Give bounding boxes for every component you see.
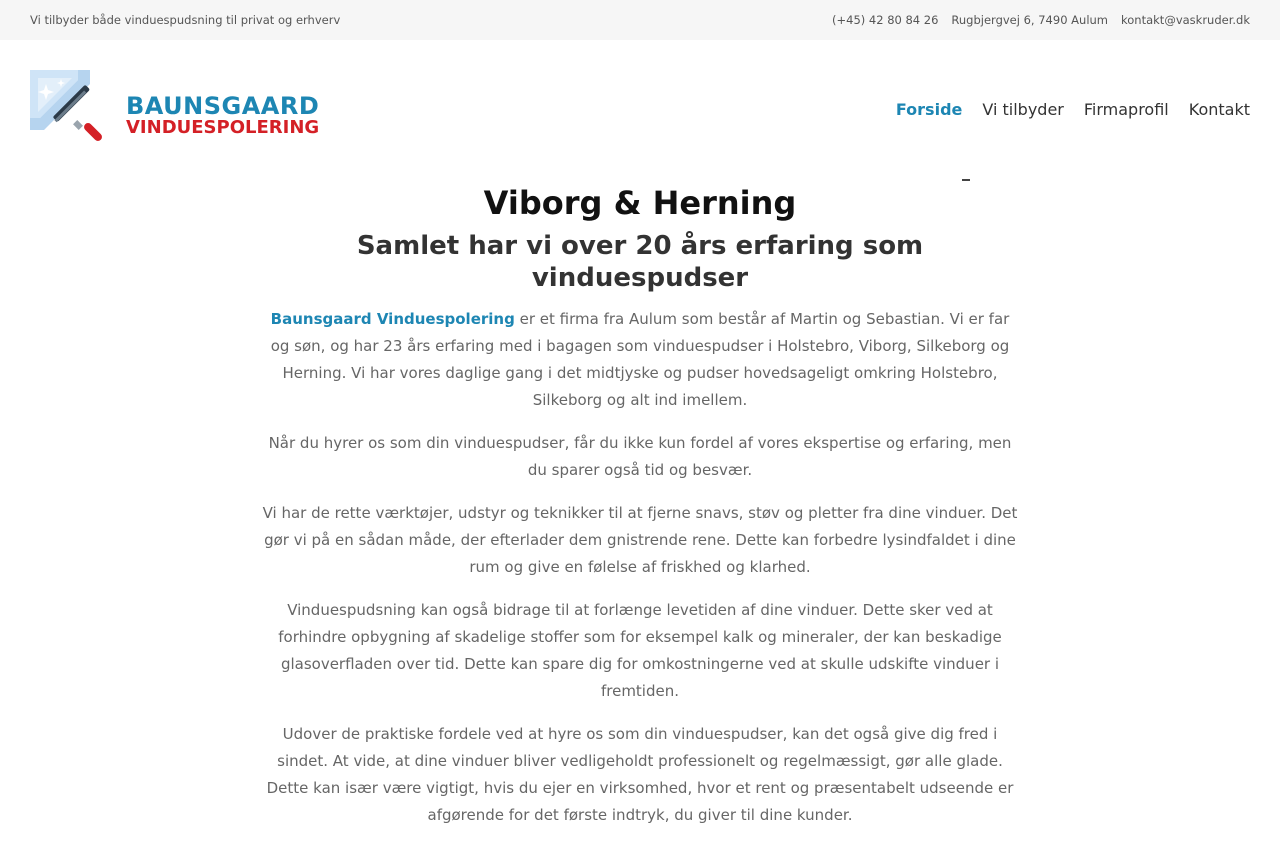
logo-line-1: BAUNSGAARD: [126, 92, 320, 120]
main-nav: [896, 100, 1250, 119]
contact-info: [832, 13, 1250, 27]
email-link[interactable]: kontakt@vaskruder.dk: [1121, 13, 1250, 27]
nav-item-forside[interactable]: Forside: [895, 100, 963, 119]
phone-link[interactable]: (+45) 42 80 84 26: [832, 13, 939, 27]
page-title: Viborg & Herning: [483, 184, 797, 222]
intro-text: er et firma fra Aulum som består af Martin og Sebastian. Vi er far og søn, og har 23 års erfaring med i bagagen som vinduespudser i Holstebro, Viborg, Silkeborg og Herning. Vi har vores daglige gang i det midtjyske og pudser hovedsageligt omkring Holstebro, Silkeborg og alt ind imellem.: [270, 310, 1010, 409]
intro-paragraph: [260, 306, 1020, 414]
paragraph-3: Vinduespudsning kan også bidrage til at forlænge levetiden af dine vinduer. Dette sker ved at forhindre opbygning af skadelige stoffer som for eksempel kalk og mineraler, der kan beskadige glasoverfladen over tid. Dette kan spare dig for omkostningerne ved at skulle udskifte vinduer i fremtiden.: [278, 601, 1002, 700]
nav-item-firmaprofil[interactable]: Firmaprofil: [1083, 100, 1169, 119]
paragraph-2: Vi har de rette værktøjer, udstyr og teknikker til at fjerne snavs, støv og pletter fra dine vinduer. Det gør vi på en sådan måde, der efterlader dem gnistrende rene. Dette kan forbedre lysindfaldet i dine rum og give en følelse af friskhed og klarhed.: [262, 504, 1018, 576]
paragraph-1: Når du hyrer os som din vinduespudser, får du ikke kun fordel af vores ekspertise og erfaring, men du sparer også tid og besvær.: [268, 434, 1012, 479]
brand-link[interactable]: Baunsgaard Vinduespolering: [270, 310, 515, 328]
window-squeegee-icon: [30, 70, 112, 150]
top-info-bar: [0, 0, 1280, 40]
site-header: [0, 40, 1280, 180]
logo-line-2: VINDUESPOLERING: [126, 117, 320, 138]
site-logo[interactable]: [30, 70, 320, 150]
paragraph-4: Udover de praktiske fordele ved at hyre os som din vinduespudser, kan det også give dig fred i sindet. At vide, at dine vinduer bliver vedligeholdt professionelt og regelmæssigt, gør alle glade. Dette kan især være vigtigt, hvis du ejer en virksomhed, hvor et rent og præsentabelt udseende er afgørende for det første indtryk, du giver til dine kunder.: [266, 725, 1014, 824]
logo-wordmark: [126, 94, 319, 137]
page-subtitle: Samlet har vi over 20 års erfaring som vinduespudser: [356, 231, 924, 293]
tagline: Vi tilbyder både vinduespudsning til privat og erhverv: [30, 13, 341, 27]
nav-item-vi-tilbyder[interactable]: Vi tilbyder: [982, 100, 1064, 119]
nav-item-kontakt[interactable]: Kontakt: [1188, 100, 1250, 119]
main-content: [260, 180, 1020, 845]
address-text: Rugbjergvej 6, 7490 Aulum: [951, 13, 1109, 27]
